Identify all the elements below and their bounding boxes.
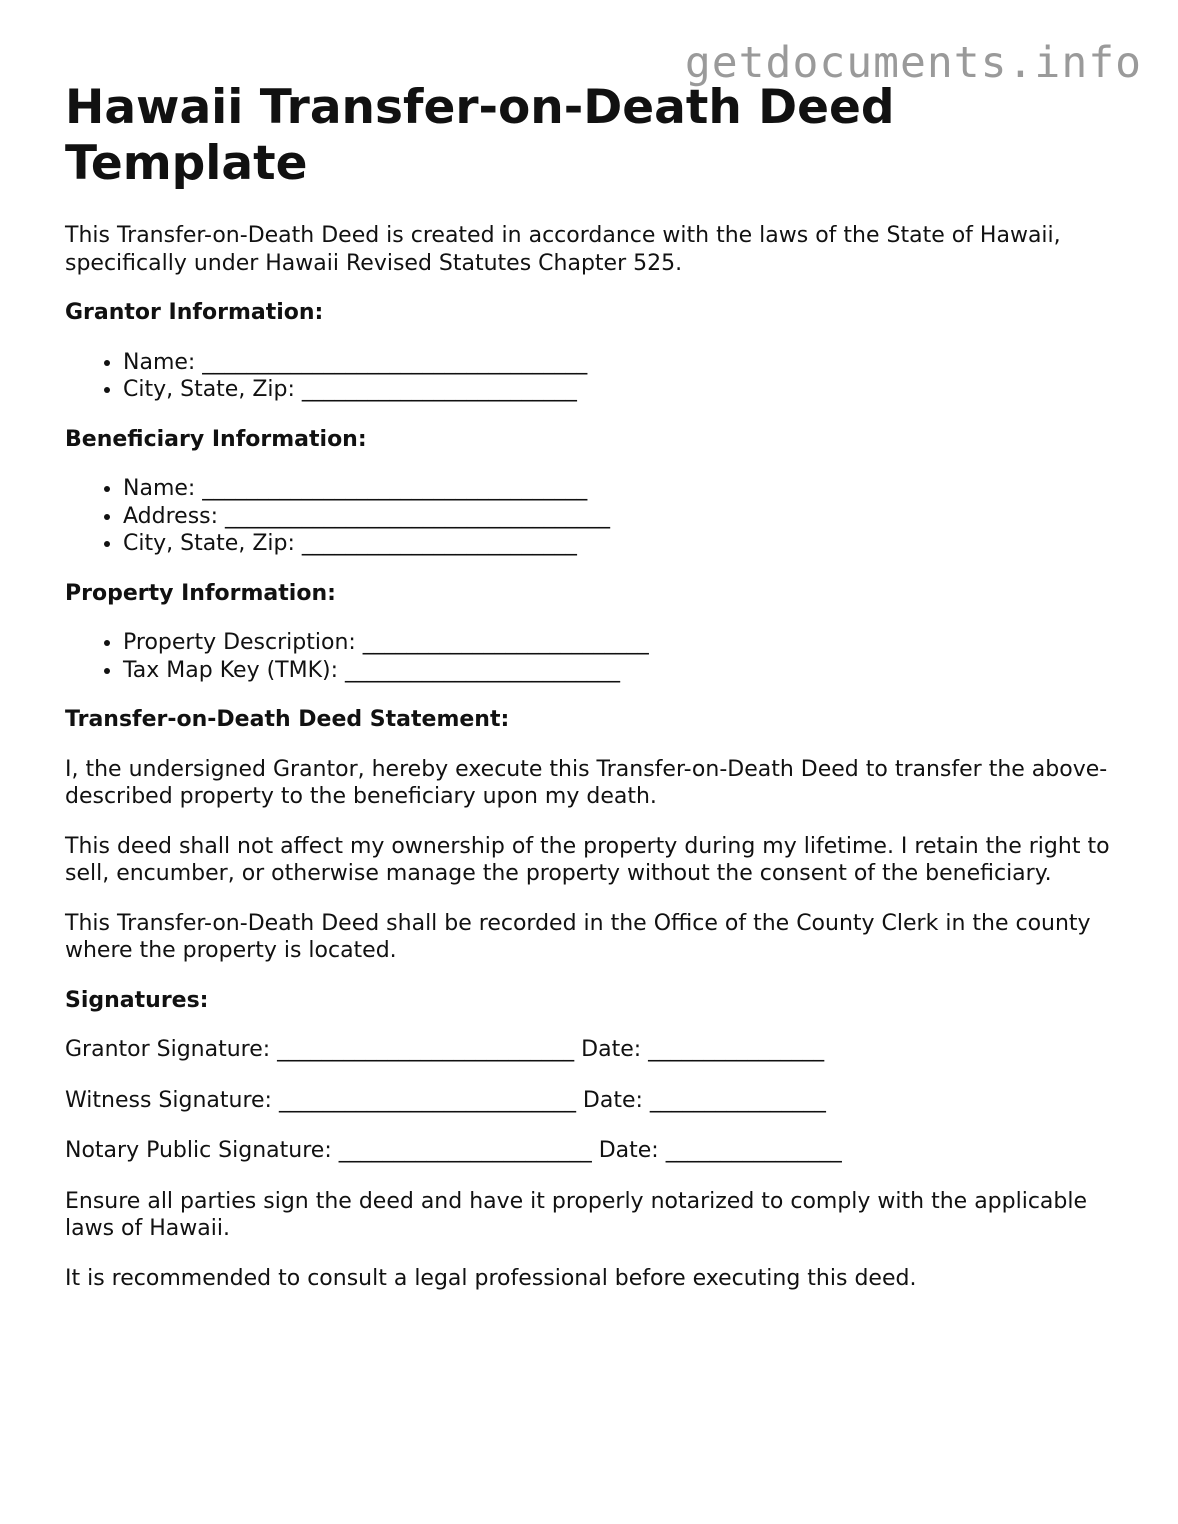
watermark: getdocuments.info xyxy=(684,38,1142,88)
witness-signature-line: Witness Signature: ___________________________ Date: ________________ xyxy=(65,1087,826,1113)
statement-paragraph-1: I, the undersigned Grantor, hereby execute this Transfer-on-Death Deed to transfer the above-described property to the beneficiary upon my death. xyxy=(65,756,1108,809)
statement-heading: Transfer-on-Death Deed Statement: xyxy=(65,707,510,732)
intro-paragraph: This Transfer-on-Death Deed is created in accordance with the laws of the State of Hawaii, specifically under Hawaii Revised Statutes Chapter 525. xyxy=(65,223,1061,276)
document-page xyxy=(65,80,1125,1314)
tax-map-key-field: • Tax Map Key (TMK): _________________________ xyxy=(123,657,1125,685)
grantor-fields xyxy=(65,349,1125,404)
notary-signature-line: Notary Public Signature: _______________________ Date: ________________ xyxy=(65,1138,842,1163)
document-title: Hawaii Transfer-on-Death Deed Template xyxy=(65,80,895,191)
beneficiary-city-state-zip-field: • City, State, Zip: _________________________ xyxy=(123,530,1125,558)
signatures-heading: Signatures: xyxy=(65,987,209,1013)
property-heading: Property Information: xyxy=(65,580,336,606)
grantor-signature-line: Grantor Signature: ___________________________ Date: ________________ xyxy=(65,1037,825,1062)
property-description-field: • Property Description: __________________________ xyxy=(123,629,1125,657)
closing-paragraph-2: It is recommended to consult a legal professional before executing this deed. xyxy=(65,1265,917,1291)
grantor-city-state-zip-field: • City, State, Zip: _________________________ xyxy=(123,376,1125,404)
statement-paragraph-2: This deed shall not affect my ownership of the property during my lifetime. I retain the right to sell, encumber, or otherwise manage the property without the consent of the beneficiary. xyxy=(65,833,1110,886)
beneficiary-heading: Beneficiary Information: xyxy=(65,426,367,452)
property-fields xyxy=(65,629,1125,684)
grantor-name-field: • Name: ___________________________________ xyxy=(123,349,1125,377)
beneficiary-name-field: • Name: ___________________________________ xyxy=(123,475,1125,503)
beneficiary-address-field: • Address: ___________________________________ xyxy=(123,503,1125,531)
beneficiary-fields xyxy=(65,475,1125,558)
closing-paragraph-1: Ensure all parties sign the deed and have it properly notarized to comply with the applicable laws of Hawaii. xyxy=(65,1188,1088,1241)
grantor-heading: Grantor Information: xyxy=(65,300,324,325)
statement-paragraph-3: This Transfer-on-Death Deed shall be recorded in the Office of the County Clerk in the county where the property is located. xyxy=(65,910,1091,963)
